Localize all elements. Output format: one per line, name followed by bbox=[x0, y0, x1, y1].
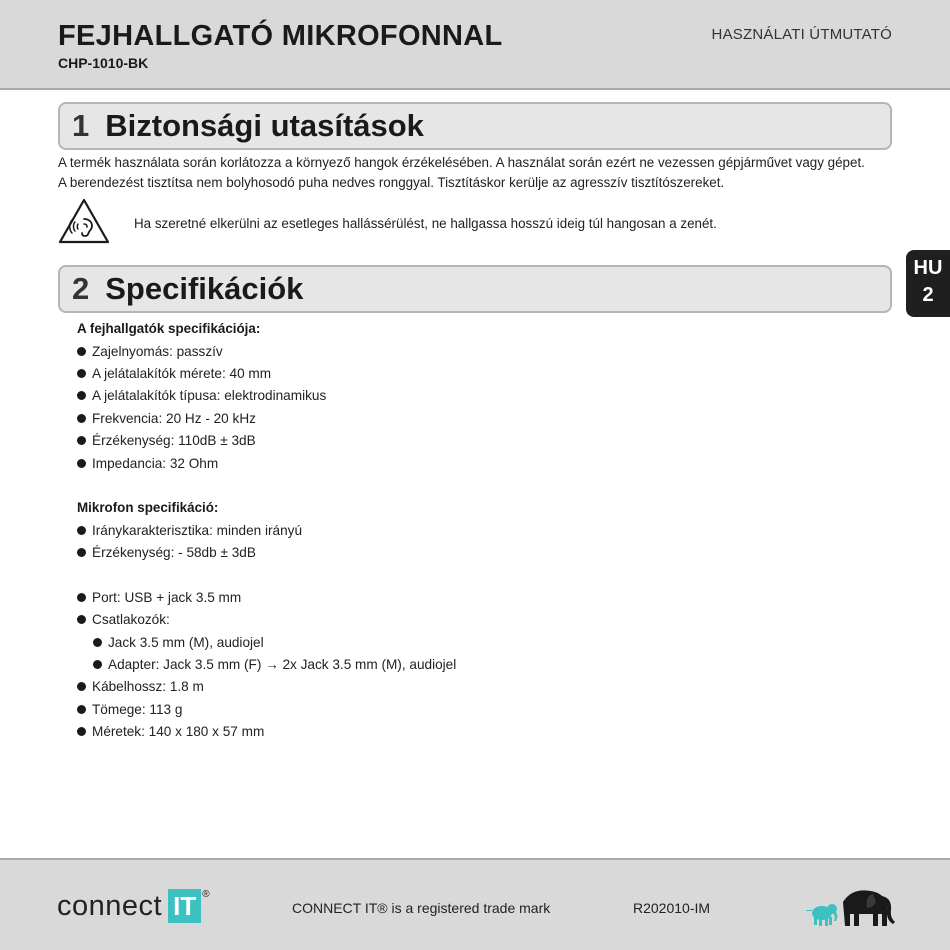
bullet-icon bbox=[77, 347, 86, 356]
section-number: 1 bbox=[72, 108, 90, 143]
list-item: Méretek: 140 x 180 x 57 mm bbox=[77, 724, 264, 739]
list-item: Port: USB + jack 3.5 mm bbox=[77, 590, 241, 605]
section-title: Biztonsági utasítások bbox=[105, 108, 424, 143]
list-item: A jelátalakítók típusa: elektrodinamikus bbox=[77, 388, 326, 403]
hearing-warning-icon bbox=[57, 197, 111, 245]
section-heading-safety bbox=[58, 102, 892, 150]
bullet-icon bbox=[77, 593, 86, 602]
headphone-spec-heading: A fejhallgatók specifikációja: bbox=[77, 321, 261, 336]
page-number: 2 bbox=[922, 284, 934, 306]
logo-registered-mark: ® bbox=[202, 889, 210, 900]
safety-paragraph-1: A termék használata során korlátozza a környező hangok érzékelésében. A használat során ezért ne vezessen gépjárművet vagy gépet. bbox=[58, 155, 865, 170]
model-number: CHP-1010-BK bbox=[58, 55, 149, 71]
connect-it-logo bbox=[57, 889, 210, 923]
bullet-icon bbox=[77, 682, 86, 691]
trademark-notice: CONNECT IT® is a registered trade mark bbox=[292, 900, 551, 916]
bullet-icon bbox=[77, 414, 86, 423]
bullet-icon bbox=[93, 638, 102, 647]
page-footer bbox=[0, 858, 950, 950]
list-item: Iránykarakterisztika: minden irányú bbox=[77, 523, 302, 538]
bullet-icon bbox=[77, 526, 86, 535]
bullet-icon bbox=[93, 660, 102, 669]
logo-it-box: IT bbox=[168, 889, 201, 923]
page-header bbox=[0, 0, 950, 90]
product-title: FEJHALLGATÓ MIKROFONNAL bbox=[58, 20, 503, 52]
bullet-icon bbox=[77, 459, 86, 468]
list-item: A jelátalakítók mérete: 40 mm bbox=[77, 366, 271, 381]
bullet-icon bbox=[77, 727, 86, 736]
section-title: Specifikációk bbox=[105, 271, 304, 306]
document-code: R202010-IM bbox=[633, 900, 711, 916]
section-heading-specifications bbox=[58, 265, 892, 313]
list-item: Csatlakozók: bbox=[77, 612, 170, 627]
bullet-icon bbox=[77, 369, 86, 378]
elephants-icon bbox=[803, 880, 898, 932]
list-item: Zajelnyomás: passzív bbox=[77, 344, 223, 359]
language-code: HU bbox=[913, 257, 943, 279]
list-item: Adapter: Jack 3.5 mm (F) → 2x Jack 3.5 mm (M), audiojel bbox=[93, 657, 456, 672]
list-item: Frekvencia: 20 Hz - 20 kHz bbox=[77, 411, 256, 426]
bullet-icon bbox=[77, 615, 86, 624]
logo-word: connect bbox=[57, 889, 163, 922]
list-item: Érzékenység: - 58db ± 3dB bbox=[77, 545, 256, 560]
bullet-icon bbox=[77, 548, 86, 557]
list-item: Kábelhossz: 1.8 m bbox=[77, 679, 204, 694]
bullet-icon bbox=[77, 436, 86, 445]
bullet-icon bbox=[77, 391, 86, 400]
mic-spec-heading: Mikrofon specifikáció: bbox=[77, 500, 219, 515]
document-type: HASZNÁLATI ÚTMUTATÓ bbox=[711, 26, 892, 43]
language-page-tab bbox=[906, 250, 950, 317]
bullet-icon bbox=[77, 705, 86, 714]
list-item: Tömege: 113 g bbox=[77, 702, 182, 717]
section-number: 2 bbox=[72, 271, 90, 306]
hearing-warning-text: Ha szeretné elkerülni az esetleges hallássérülést, ne hallgassa hosszú ideig túl hangosan a zenét. bbox=[134, 216, 717, 231]
safety-paragraph-2: A berendezést tisztítsa nem bolyhosodó puha nedves ronggyal. Tisztításkor kerülje az agresszív tisztítószereket. bbox=[58, 175, 725, 190]
list-item: Impedancia: 32 Ohm bbox=[77, 456, 218, 471]
list-item: Jack 3.5 mm (M), audiojel bbox=[93, 635, 264, 650]
list-item: Érzékenység: 110dB ± 3dB bbox=[77, 433, 256, 448]
